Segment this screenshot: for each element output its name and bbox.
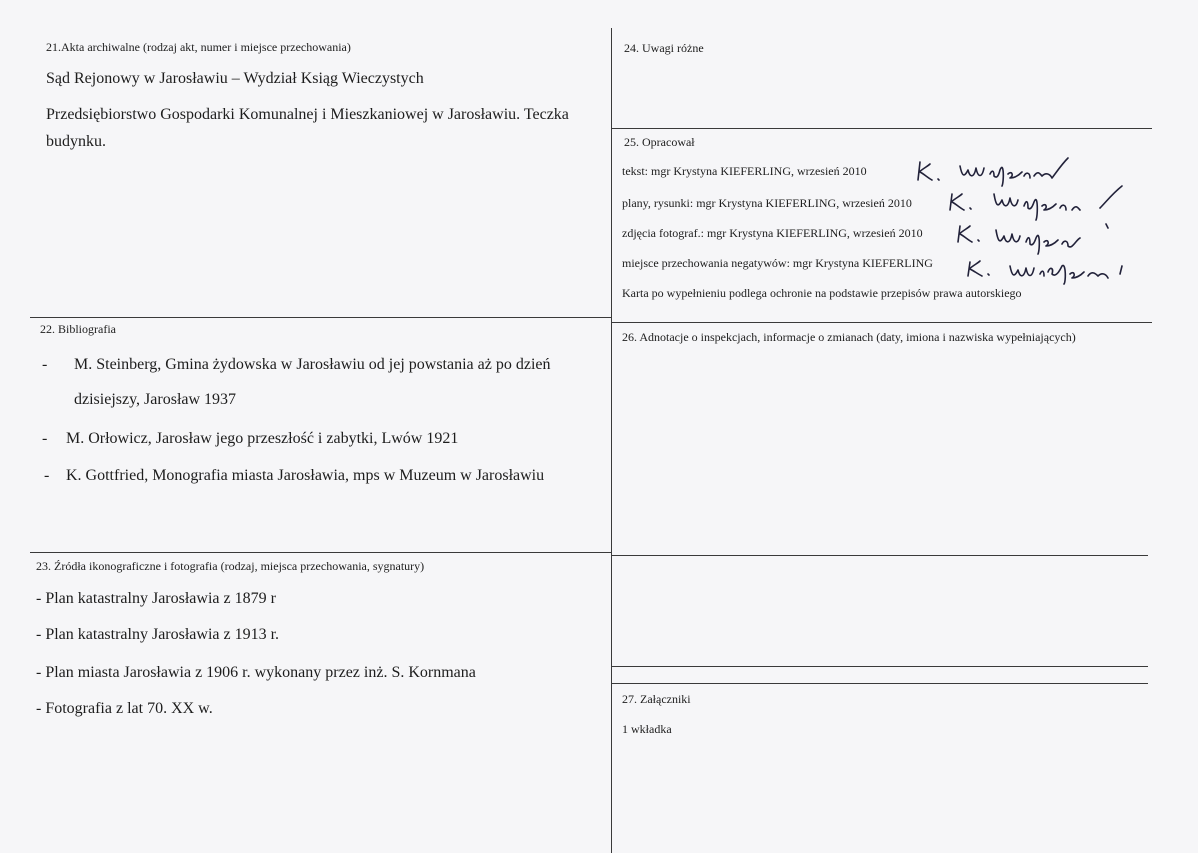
author-row-text: tekst: mgr Krystyna KIEFERLING, wrzesień 2010 [622, 164, 867, 178]
signature-4 [962, 252, 1142, 288]
bib-dash-1: - [42, 356, 48, 373]
left-divider-22 [30, 317, 612, 318]
section-21-line2a: Przedsiębiorstwo Gospodarki Komunalnej i Mieszkaniowej w Jarosławiu. Teczka [46, 106, 569, 123]
section-25-label: 25. Opracował [624, 135, 695, 149]
section-22-label: 22. Bibliografia [40, 322, 116, 336]
attachments-value: 1 wkładka [622, 722, 672, 736]
icon-source-1: - Plan katastralny Jarosławia z 1879 r [36, 590, 276, 607]
section-21-label: 21.Akta archiwalne (rodzaj akt, numer i miejsce przechowania) [46, 40, 351, 54]
icon-source-3: - Plan miasta Jarosławia z 1906 r. wykonany przez inż. S. Kornmana [36, 664, 476, 681]
section-21-line1: Sąd Rejonowy w Jarosławiu – Wydział Ksiąg Wieczystych [46, 70, 424, 87]
author-row-plans: plany, rysunki: mgr Krystyna KIEFERLING, wrzesień 2010 [622, 196, 912, 210]
author-row-negatives: miejsce przechowania negatywów: mgr Krystyna KIEFERLING [622, 256, 933, 270]
section-21-line2b: budynku. [46, 133, 106, 150]
right-divider-26 [612, 322, 1152, 323]
section-27-label: 27. Załączniki [622, 692, 691, 706]
right-divider-mid [612, 555, 1148, 556]
bib-item-1: M. Steinberg, Gmina żydowska w Jarosławiu od jej powstania aż po dzień [74, 356, 551, 373]
copyright-note: Karta po wypełnieniu podlega ochronie na podstawie przepisów prawa autorskiego [622, 286, 1022, 300]
right-divider-25 [612, 128, 1152, 129]
right-divider-27 [612, 683, 1148, 684]
section-23-label: 23. Źródła ikonograficzne i fotografia (rodzaj, miejsca przechowania, sygnatury) [36, 559, 425, 573]
author-row-photos: zdjęcia fotograf.: mgr Krystyna KIEFERLING, wrzesień 2010 [622, 226, 923, 240]
section-26-label: 26. Adnotacje o inspekcjach, informacje o zmianach (daty, imiona i nazwiska wypełniających) [622, 330, 1076, 344]
bib-dash-3: - [44, 467, 50, 484]
signature-3 [952, 216, 1122, 256]
right-divider-a [612, 666, 1148, 667]
section-24-label: 24. Uwagi różne [624, 41, 704, 55]
bib-item-1-cont: dzisiejszy, Jarosław 1937 [74, 391, 237, 408]
vertical-divider [611, 28, 612, 853]
icon-source-2: - Plan katastralny Jarosławia z 1913 r. [36, 626, 280, 643]
bib-dash-2: - [42, 430, 48, 447]
icon-source-4: - Fotografia z lat 70. XX w. [36, 700, 213, 717]
bib-item-3: K. Gottfried, Monografia miasta Jarosławia, mps w Muzeum w Jarosławiu [66, 467, 545, 484]
bib-item-2: M. Orłowicz, Jarosław jego przeszłość i zabytki, Lwów 1921 [66, 430, 459, 447]
left-divider-23 [30, 552, 612, 553]
